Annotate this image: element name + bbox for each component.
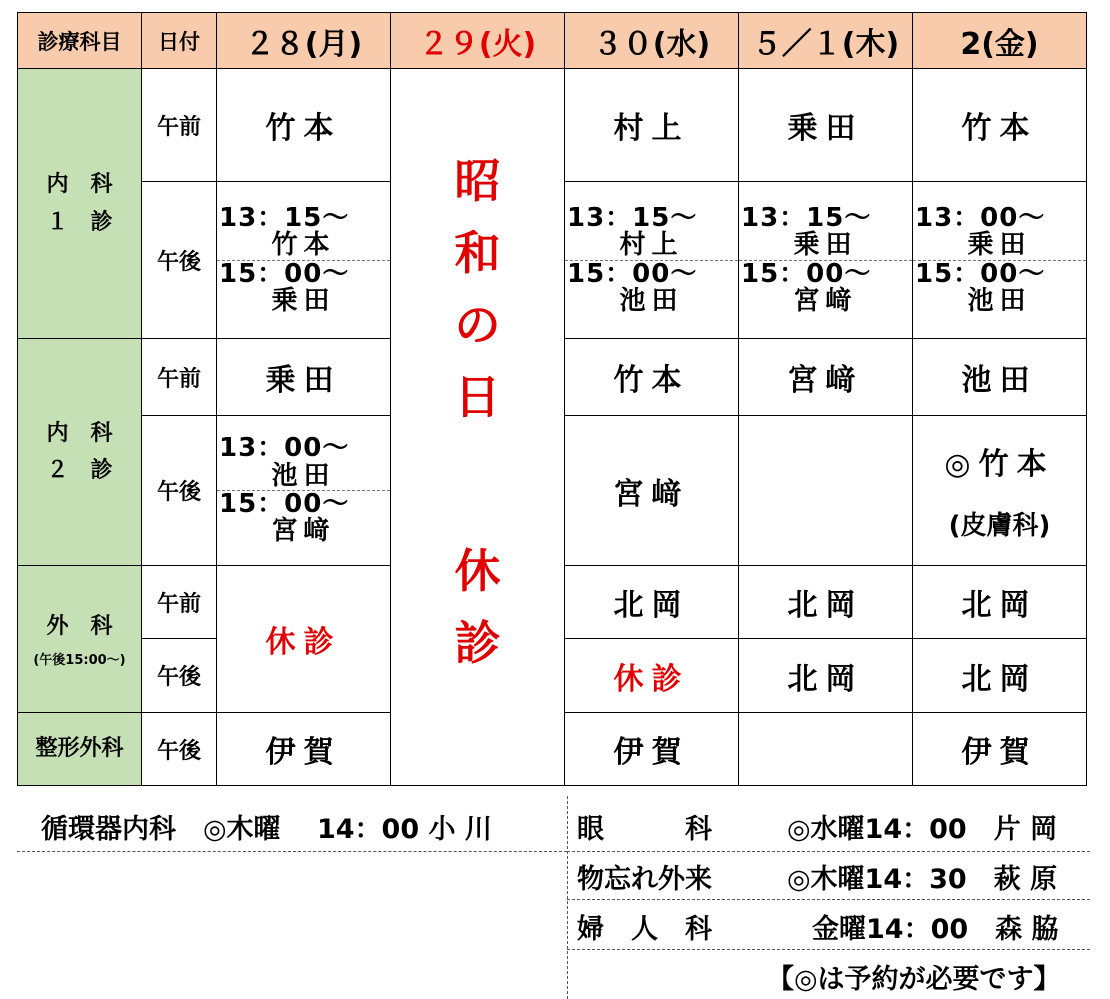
seikei-thu xyxy=(739,713,913,786)
tuesday-holiday: 昭 和 の 日 休 診 xyxy=(391,69,565,786)
header-row xyxy=(18,13,1087,69)
naika2-pm-fri: ◎竹本 (皮膚科) xyxy=(913,416,1087,566)
junkanki-note: 循環器内科 ◎木曜 14：00 小 川 xyxy=(41,814,492,845)
geka-pm-wed: 休診 xyxy=(565,639,739,713)
naika2-am-wed: 竹本 xyxy=(565,339,739,416)
ganka-label: 眼 科 xyxy=(577,814,712,845)
naika1-pm-mon: 13：15～ 竹本 15：00～ 乗田 xyxy=(217,182,391,339)
seikei-wed: 伊賀 xyxy=(565,713,739,786)
naika1-pm-thu: 13：15～ 乗田 15：00～ 宮﨑 xyxy=(739,182,913,339)
seikei-mon: 伊賀 xyxy=(217,713,391,786)
monowasure-label: 物忘れ外来 xyxy=(577,864,712,895)
naika1-am-fri: 竹本 xyxy=(913,69,1087,182)
naika2-am-mon: 乗田 xyxy=(217,339,391,416)
geka-am-wed: 北岡 xyxy=(565,566,739,639)
header-day-wed: ３０(水) xyxy=(565,13,739,69)
header-day-tue: ２９(火) xyxy=(391,13,565,69)
naika2-pm-wed: 宮﨑 xyxy=(565,416,739,566)
ampm-am: 午前 xyxy=(142,339,217,416)
header-date: 日付 xyxy=(142,13,217,69)
naika1-am-thu: 乗田 xyxy=(739,69,913,182)
geka-am-thu: 北岡 xyxy=(739,566,913,639)
geka-pm-thu: 北岡 xyxy=(739,639,913,713)
naika2-am-thu: 宮﨑 xyxy=(739,339,913,416)
naika1-am-wed: 村上 xyxy=(565,69,739,182)
naika1-pm-fri: 13：00～ 乗田 15：00～ 池田 xyxy=(913,182,1087,339)
fujinka-label: 婦 人 科 xyxy=(577,914,712,945)
ampm-am: 午前 xyxy=(142,566,217,639)
header-dept: 診療科目 xyxy=(18,13,142,69)
naika1-pm-wed: 13：15～ 村上 15：00～ 池田 xyxy=(565,182,739,339)
header-day-thu: ５／１(木) xyxy=(739,13,913,69)
ampm-am: 午前 xyxy=(142,69,217,182)
seikei-fri: 伊賀 xyxy=(913,713,1087,786)
monowasure-value: ◎木曜14：30 萩 原 xyxy=(787,864,1058,895)
naika1-am-mon: 竹本 xyxy=(217,69,391,182)
naika2-pm-mon: 13：00～ 池田 15：00～ 宮﨑 xyxy=(217,416,391,566)
ganka-value: ◎水曜14：00 片 岡 xyxy=(787,814,1058,845)
geka-mon-closed: 休診 xyxy=(217,566,391,713)
header-day-fri: 2(金) xyxy=(913,13,1087,69)
naika2-pm-thu xyxy=(739,416,913,566)
schedule-table xyxy=(17,12,1087,786)
ampm-pm: 午後 xyxy=(142,182,217,339)
dept-naika1: 内 科 １ 診 xyxy=(18,69,142,339)
header-day-mon: ２８(月) xyxy=(217,13,391,69)
ampm-pm: 午後 xyxy=(142,713,217,786)
dept-seikei: 整形外科 xyxy=(18,713,142,786)
naika1-am-row xyxy=(18,69,1087,182)
dept-naika2: 内 科 ２ 診 xyxy=(18,339,142,566)
notes-section xyxy=(17,795,1090,999)
dept-geka: 外 科 (午後15:00～) xyxy=(18,566,142,713)
reservation-note: 【◎は予約が必要です】 xyxy=(767,964,1061,995)
ampm-pm: 午後 xyxy=(142,416,217,566)
fujinka-value: 金曜14：00 森 脇 xyxy=(812,914,1059,945)
ampm-pm: 午後 xyxy=(142,639,217,713)
geka-pm-fri: 北岡 xyxy=(913,639,1087,713)
naika2-am-fri: 池田 xyxy=(913,339,1087,416)
geka-am-fri: 北岡 xyxy=(913,566,1087,639)
